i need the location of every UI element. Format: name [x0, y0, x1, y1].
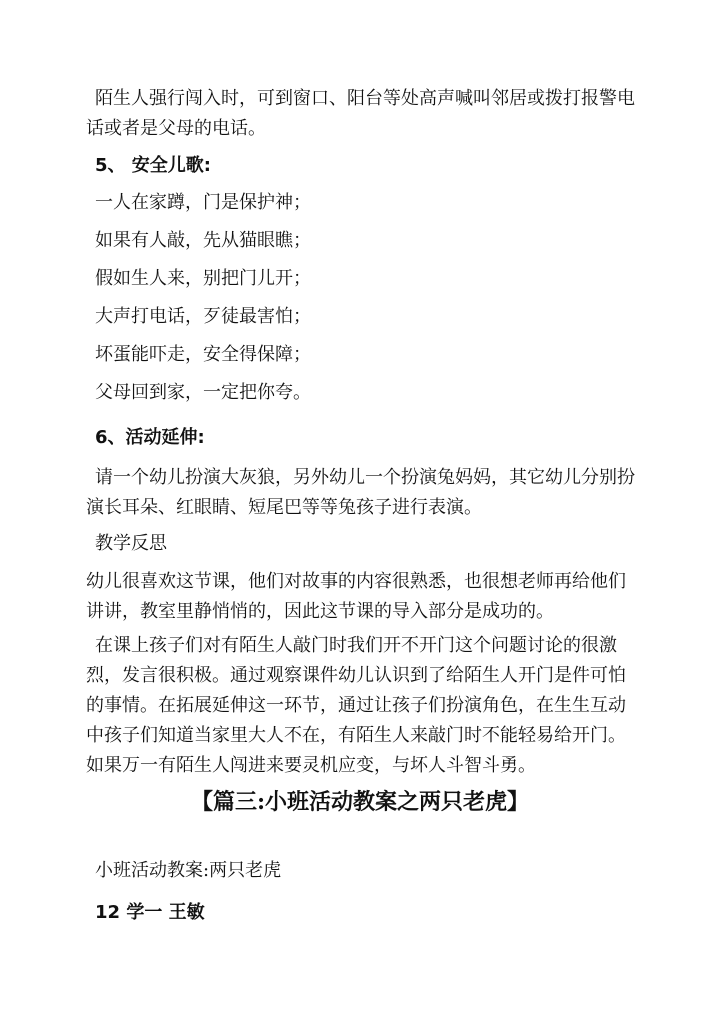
paragraph-line: 幼儿很喜欢这节课，他们对故事的内容很熟悉，也很想老师再给他们 [86, 571, 626, 592]
document-subtitle: 小班活动教案:两只老虎 [95, 860, 282, 881]
poem-line: 一人在家蹲，门是保护神； [95, 192, 311, 213]
poem-line: 如果有人敲，先从猫眼瞧； [95, 230, 311, 251]
paragraph-line: 的事情。在拓展延伸这一环节，通过让孩子们扮演角色，在生生互动 [86, 695, 626, 716]
poem-line: 父母回到家，一定把你夸。 [95, 382, 311, 403]
paragraph-line: 中孩子们知道当家里大人不在，有陌生人来敲门时不能轻易给开门。 [86, 725, 626, 746]
paragraph-line: 请一个幼儿扮演大灰狼，另外幼儿一个扮演兔妈妈，其它幼儿分别扮 [95, 467, 635, 488]
poem-line: 坏蛋能吓走，安全得保障； [95, 344, 311, 365]
poem-line: 大声打电话，歹徒最害怕； [95, 306, 311, 327]
paragraph-line: 陌生人强行闯入时，可到窗口、阳台等处高声喊叫邻居或拨打报警电 [95, 88, 635, 109]
poem-line: 假如生人来，别把门儿开； [95, 268, 311, 289]
section-heading: 5、 安全儿歌: [95, 155, 211, 176]
paragraph-line: 演长耳朵、红眼睛、短尾巴等等兔孩子进行表演。 [86, 497, 482, 518]
paragraph-line: 话或者是父母的电话。 [86, 118, 266, 139]
paragraph-line: 在课上孩子们对有陌生人敲门时我们开不开门这个问题讨论的很激 [95, 635, 617, 656]
section-heading: 6、活动延伸: [95, 427, 205, 448]
paragraph-line: 如果万一有陌生人闯进来要灵机应变，与坏人斗智斗勇。 [86, 755, 536, 776]
paragraph-line: 讲讲，教室里静悄悄的，因此这节课的导入部分是成功的。 [86, 601, 554, 622]
paragraph-line: 烈，发言很积极。通过观察课件幼儿认识到了给陌生人开门是件可怕 [86, 665, 626, 686]
section-heading: 教学反思 [95, 533, 167, 554]
author-line: 12 学一 王敏 [95, 902, 205, 923]
section-title: 【篇三:小班活动教案之两只老虎】 [190, 789, 530, 815]
